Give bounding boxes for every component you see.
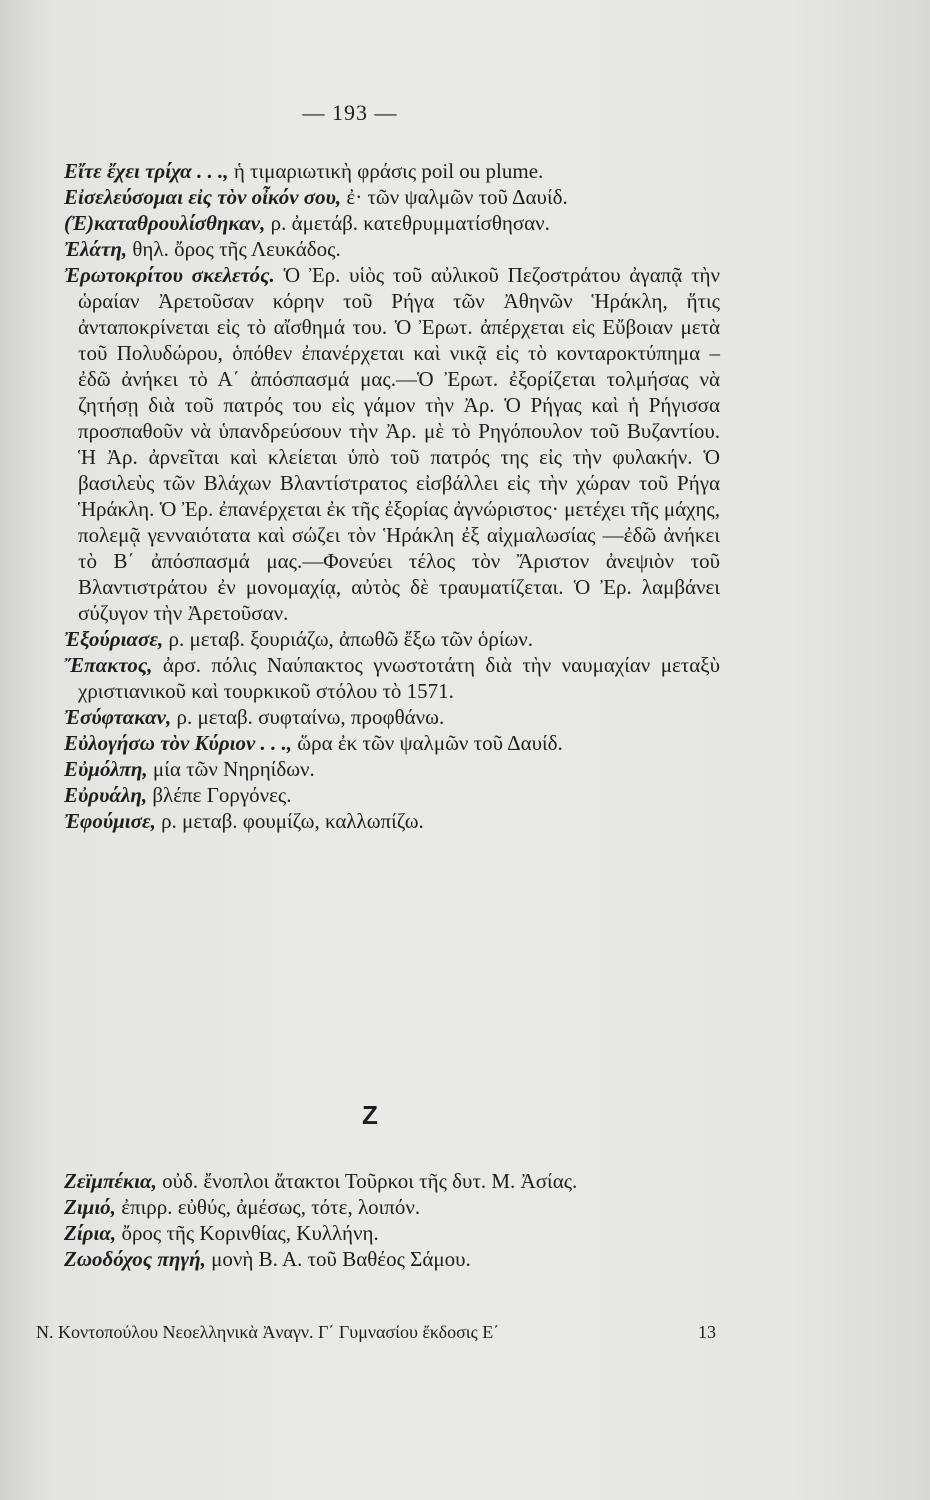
entry-definition: ρ. μεταβ. συφταίνω, προφθάνω. — [171, 705, 445, 729]
entry-definition: βλέπε Γοργόνες. — [147, 783, 292, 807]
entry-term: Εὐλογήσω τὸν Κύριον . . ., — [64, 731, 293, 755]
entry-term: Ἐσύφτακαν, — [64, 705, 172, 729]
entry-definition: ἡ τιμαριωτικὴ φράσις poil ou plume. — [228, 159, 544, 183]
entry-definition: Ὁ Ἐρ. υἱὸς τοῦ αὐλικοῦ Πεζοστράτου ἀγαπᾷ τὴν ὡραίαν Ἀρετοῦσαν κόρην τοῦ Ρήγα τῶν Ἀθηνῶν Ἡράκλη, ἥτις ἀνταποκρίνεται εἰς τὸ αἴσθημά του. Ὁ Ἐρωτ. ἀπέρχεται εἰς Εὔβοιαν μετὰ τοῦ Πολυδώρου, ὁπόθεν ἐπανέρχεται καὶ νικᾷ εἰς τὸ κονταροκτύπημα – ἐδῶ ἀνήκει τὸ Α΄ ἀπόσπασμά μας.—Ὁ Ἐρωτ. ἐξορίζεται τολμήσας νὰ ζητήσῃ διὰ τοῦ πατρός του εἰς γάμον τὴν Ἀρ. Ὁ Ρήγας καὶ ἡ Ρήγισσα προσπαθοῦν νὰ ὑπανδρεύσουν τὴν Ἀρ. μὲ τὸ Ρηγόπουλον τοῦ Βυζαντίου. Ἡ Ἀρ. ἀρνεῖται καὶ κλείεται ὑπὸ τοῦ πατρός της εἰς τὴν φυλακήν. Ὁ βασιλεὺς τῶν Βλάχων Βλαντίστρατος εἰσβάλλει εἰς τὴν χώραν τοῦ Ρήγα Ἡράκλη. Ὁ Ἐρ. ἐπανέρχεται ἐκ τῆς ἐξορίας ἀγνώριστος· μετέχει τῆς μάχης, πολεμᾷ γενναιότατα καὶ σώζει τὸν Ἡράκλη ἐξ αἰχμαλωσίας —ἐδῶ ἀνήκει τὸ Β΄ ἀπόσπασμά μας.—Φονεύει τέλος τὸν Ἄριστον ἀνεψιὸν τοῦ Βλαντιστράτου ἐν μονομαχίᾳ, αὐτὸς δὲ τραυματίζεται. Ὁ Ἐρ. λαμβάνει σύζυγον τὴν Ἀρετοῦσαν. — [78, 263, 720, 625]
entry-definition: ὄρος τῆς Κορινθίας, Κυλλήνη. — [116, 1221, 379, 1245]
glossary-entry — [64, 652, 720, 704]
entry-term: Εὐμόλπη, — [64, 757, 148, 781]
glossary-entry — [64, 236, 720, 262]
glossary-entry — [64, 1168, 720, 1194]
entry-definition: ἐ· τῶν ψαλμῶν τοῦ Δαυίδ. — [341, 185, 568, 209]
glossary-entries — [64, 158, 720, 834]
glossary-entry — [64, 158, 720, 184]
entry-definition: ἐπιρρ. εὐθύς, ἀμέσως, τότε, λοιπόν. — [115, 1195, 421, 1219]
entry-term: Ἐξούριασε, — [64, 627, 164, 651]
entry-definition: ἀρσ. πόλις Ναύπακτος γνωστοτάτη διὰ τὴν ναυμαχίαν μεταξὺ χριστιανικοῦ καὶ τουρκικοῦ στόλου τὸ 1571. — [78, 653, 720, 703]
entry-term: Ζωοδόχος πηγή, — [64, 1247, 206, 1271]
glossary-entry — [64, 1194, 720, 1220]
entry-definition: μία τῶν Νηρηίδων. — [147, 757, 315, 781]
entry-term: Εἴτε ἔχει τρίχα . . ., — [64, 159, 229, 183]
entry-term: Ζίρια, — [64, 1221, 117, 1245]
glossary-entry — [64, 730, 720, 756]
glossary-z-entries — [64, 1168, 720, 1272]
glossary-entry — [64, 704, 720, 730]
entry-definition: ὥρα ἐκ τῶν ψαλμῶν τοῦ Δαυίδ. — [292, 731, 563, 755]
entry-term: Εὐρυάλη, — [64, 783, 148, 807]
footer-signature: 13 — [698, 1322, 716, 1342]
section-letter: Z — [362, 1100, 378, 1130]
entry-term: Ζεϊμπέκια, — [64, 1169, 157, 1193]
entry-term: Εἰσελεύσομαι εἰς τὸν οἶκόν σου, — [64, 185, 342, 209]
glossary-entry — [64, 626, 720, 652]
glossary-entry — [64, 184, 720, 210]
entry-definition: ρ. μεταβ. φουμίζω, καλλωπίζω. — [155, 809, 424, 833]
entry-term: (Ἐ)καταθρουλίσθηκαν, — [64, 211, 266, 235]
glossary-entry — [64, 1246, 720, 1272]
glossary-entry — [64, 782, 720, 808]
entry-term: Ἐλάτη, — [64, 237, 128, 261]
glossary-entry — [64, 808, 720, 834]
entry-definition: μονὴ Β. Α. τοῦ Βαθέος Σάμου. — [205, 1247, 471, 1271]
glossary-entry — [64, 262, 720, 626]
entry-term: Ἔπακτος, — [64, 653, 153, 677]
glossary-entry — [64, 1220, 720, 1246]
entry-definition: θηλ. ὄρος τῆς Λευκάδος. — [127, 237, 341, 261]
glossary-entry — [64, 756, 720, 782]
entry-term: Ἐρωτοκρίτου σκελετός. — [64, 263, 275, 287]
entry-definition: οὐδ. ἔνοπλοι ἄτακτοι Τοῦρκοι τῆς δυτ. Μ. Ἀσίας. — [156, 1169, 578, 1193]
entry-term: Ἐφούμισε, — [64, 809, 156, 833]
entry-definition: ρ. ἀμετάβ. κατεθρυμματίσθησαν. — [265, 211, 550, 235]
glossary-entry — [64, 210, 720, 236]
footer-book-title: Ν. Κοντοπούλου Νεοελληνικὰ Ἀναγν. Γ΄ Γυμνασίου ἔκδοσις Ε΄ — [36, 1322, 500, 1342]
page-footer — [36, 1322, 716, 1343]
page-number: — 193 — — [302, 100, 398, 125]
entry-term: Ζιμιό, — [64, 1195, 116, 1219]
entry-definition: ρ. μεταβ. ξουριάζω, ἀπωθῶ ἔξω τῶν ὁρίων. — [163, 627, 534, 651]
